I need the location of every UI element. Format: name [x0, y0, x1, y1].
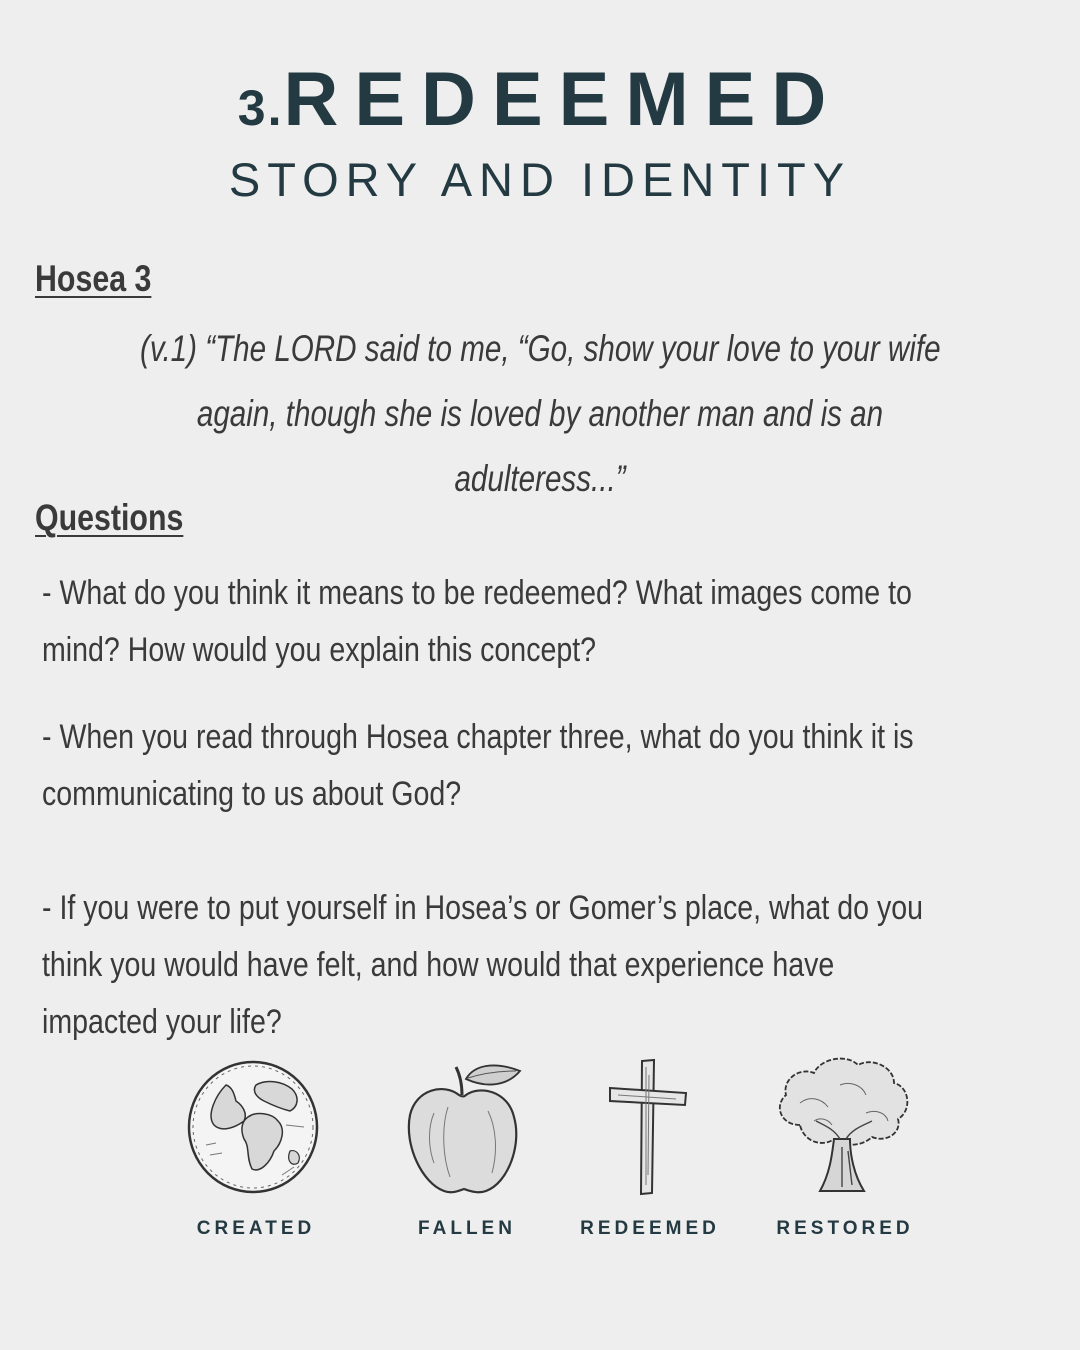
question-line: mind? How would you explain this concept? — [42, 631, 597, 669]
question-3 — [42, 880, 1037, 1051]
tree-icon — [770, 1055, 914, 1197]
title-number: 3. — [237, 80, 284, 136]
label-created: CREATED — [196, 1218, 316, 1239]
apple-icon — [404, 1055, 526, 1197]
question-2 — [42, 709, 1037, 823]
cross-icon — [606, 1055, 690, 1197]
label-fallen: FALLEN — [418, 1218, 516, 1239]
verse-line: again, though she is loved by another man and is an — [196, 393, 884, 434]
label-restored: RESTORED — [776, 1218, 914, 1239]
page-subtitle: STORY AND IDENTITY — [228, 153, 852, 206]
story-icons — [0, 1055, 1080, 1205]
question-1 — [42, 565, 1037, 679]
question-line: - When you read through Hosea chapter three, what do you think it is — [42, 718, 914, 756]
question-line: communicating to us about God? — [42, 775, 462, 813]
question-line: think you would have felt, and how would that experience have — [42, 946, 835, 984]
question-line: impacted your life? — [42, 1003, 282, 1041]
questions-heading: Questions — [35, 497, 184, 538]
title-word: REDEEMED — [283, 57, 843, 142]
question-line: - What do you think it means to be redeemed? What images come to — [42, 574, 912, 612]
verse-line: adulteress...” — [454, 458, 626, 499]
question-line: - If you were to put yourself in Hosea’s or Gomer’s place, what do you — [42, 889, 924, 927]
page-title — [0, 57, 1080, 142]
page-header — [0, 57, 1080, 207]
verse-line: (v.1) “The LORD said to me, “Go, show your love to your wife — [140, 328, 941, 369]
scripture-verse — [40, 316, 1040, 511]
scripture-heading: Hosea 3 — [35, 258, 152, 299]
globe-icon — [186, 1055, 322, 1195]
label-redeemed: REDEEMED — [580, 1218, 720, 1239]
